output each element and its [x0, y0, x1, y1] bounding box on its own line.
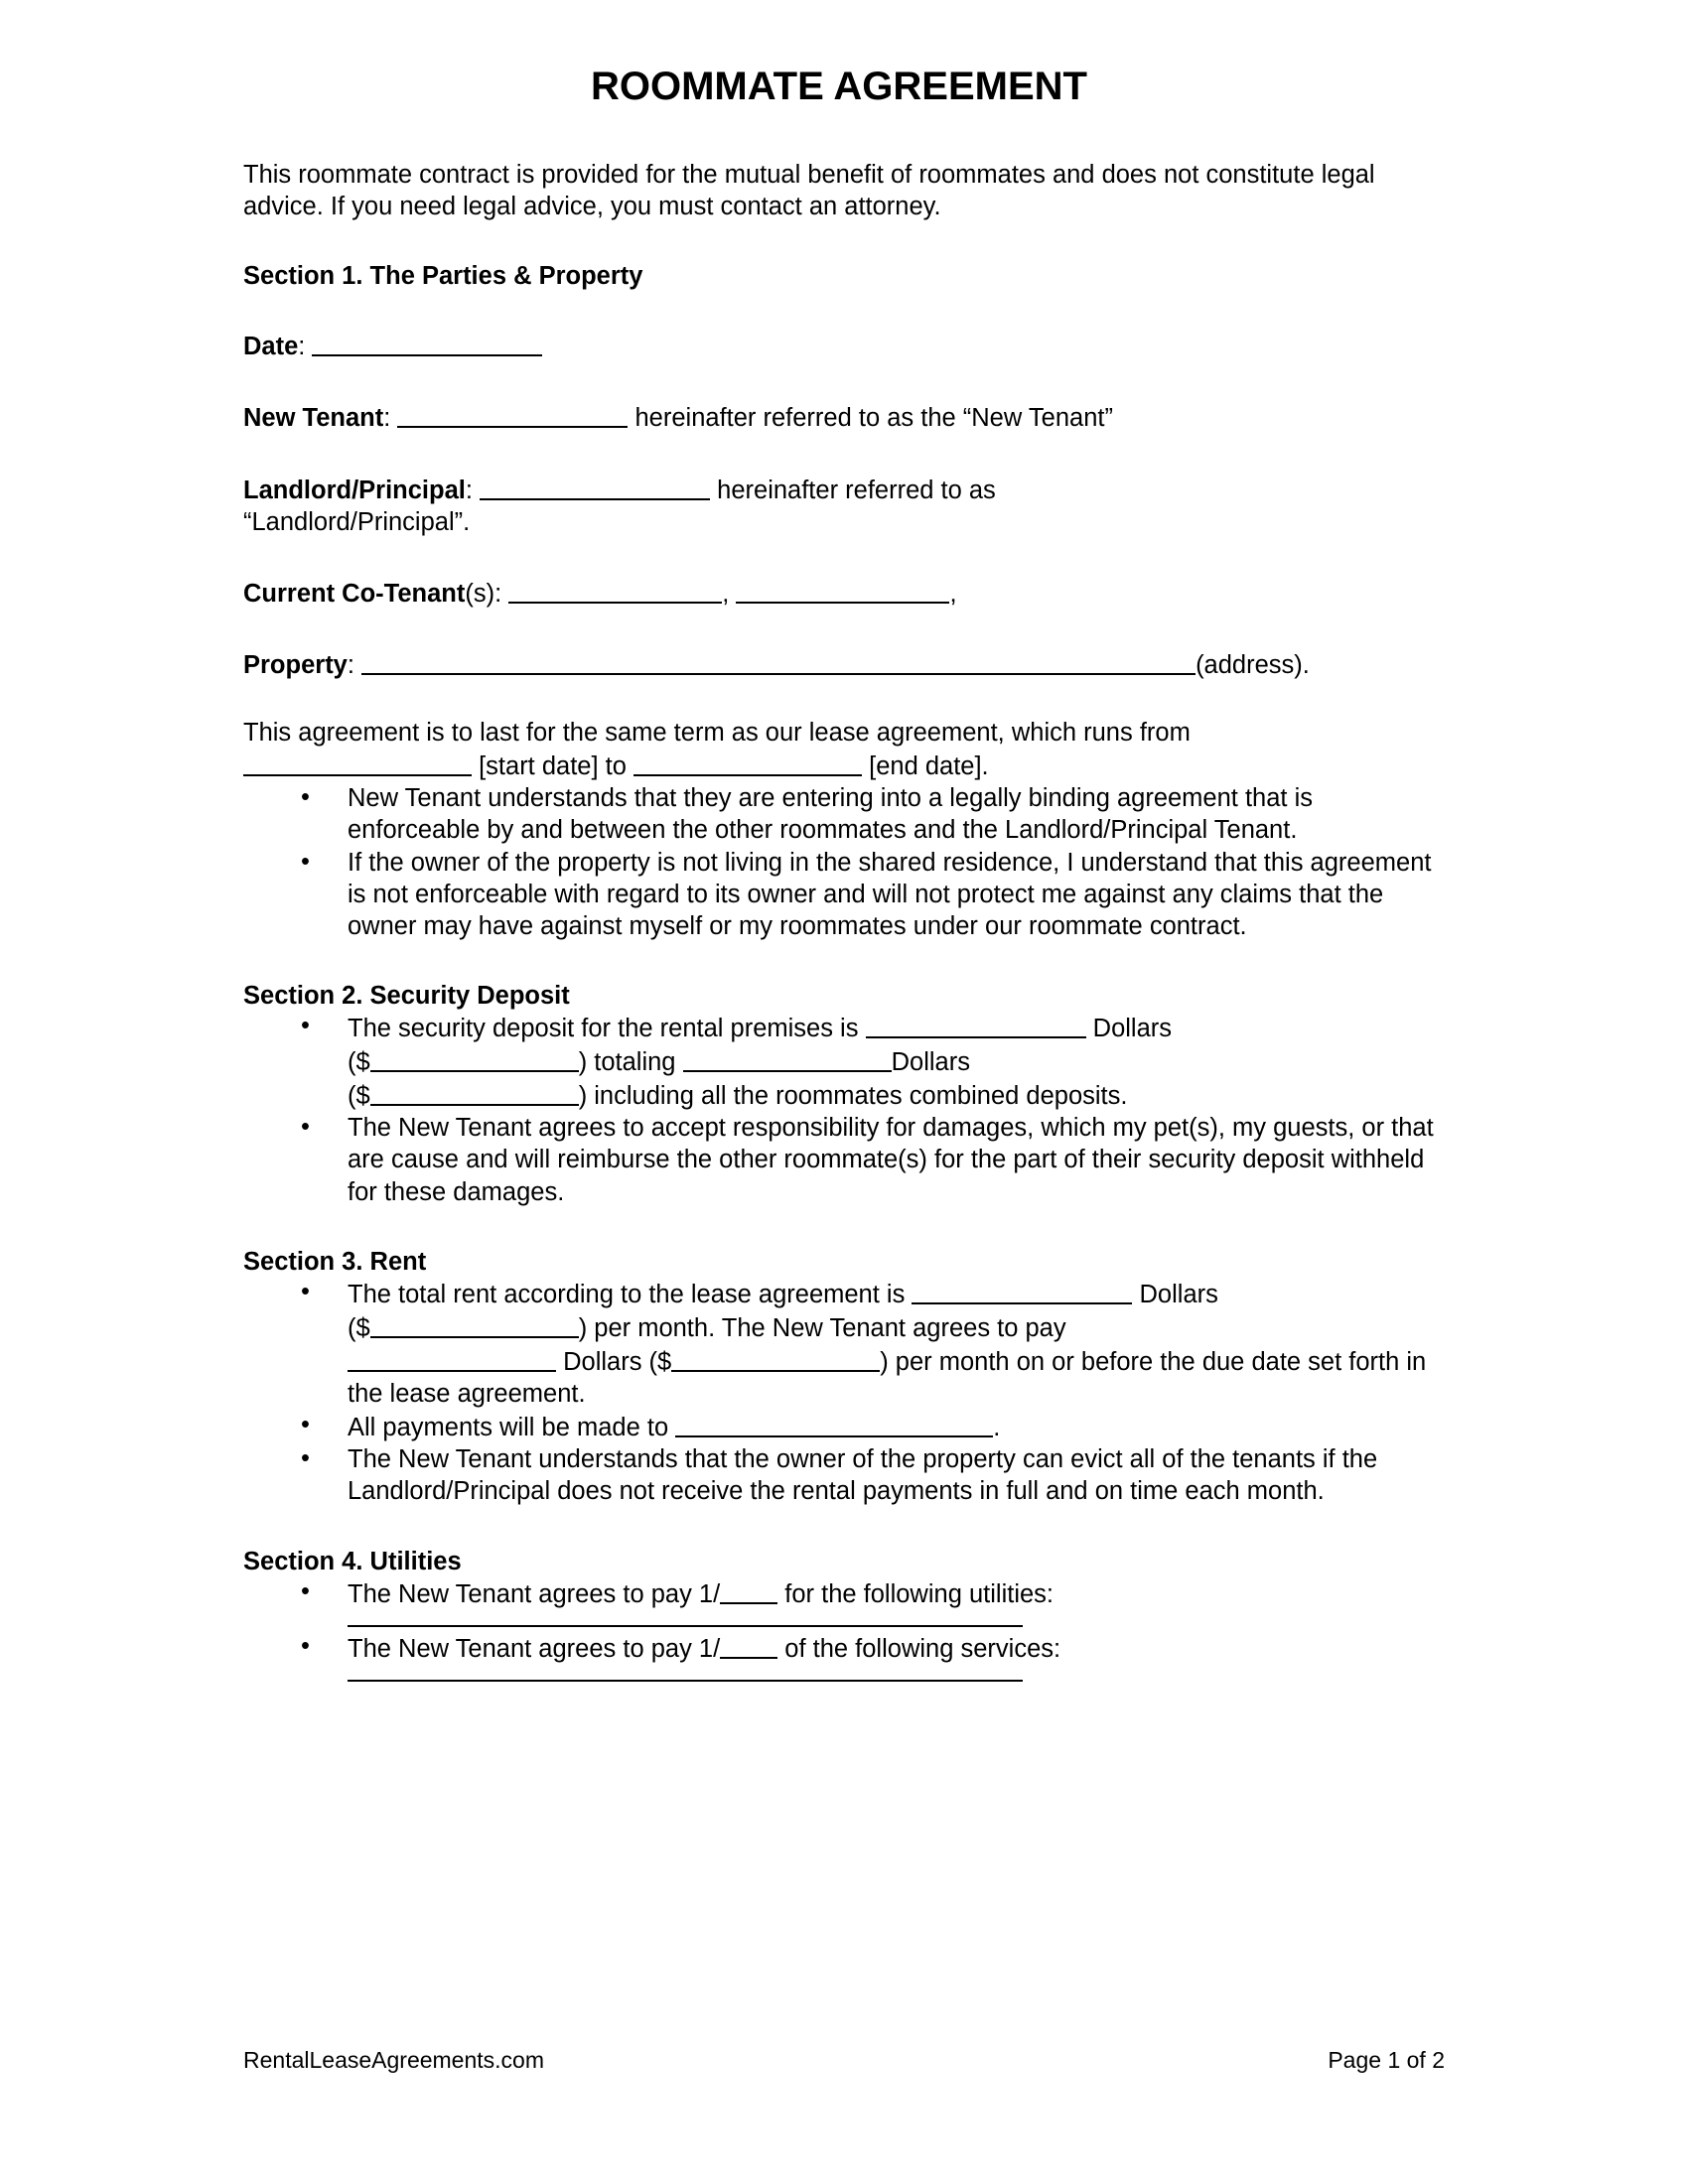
list-item [243, 1410, 1435, 1443]
deposit-text-2: Dollars [1092, 1014, 1173, 1042]
cotenant-field-row [243, 576, 1435, 610]
rent-text-4: ) per month. The New Tenant agrees to pay [578, 1313, 1066, 1342]
footer-site-name: RentalLeaseAgreements.com [243, 2047, 544, 2073]
landlord-field-row [243, 473, 1435, 538]
section-3-heading: Section 3. Rent [243, 1247, 427, 1276]
section-2-bullet-list [243, 1011, 1435, 1208]
date-label: Date [243, 333, 299, 361]
landlord-label: Landlord/Principal [243, 476, 466, 504]
new-tenant-input-blank[interactable] [397, 400, 628, 428]
page-title: ROOMMATE AGREEMENT [591, 65, 1087, 108]
intro-paragraph: This roommate contract is provided for the mutual benefit of roommates and does not constitute legal advice. If you need legal advice, you must contact an attorney. [243, 161, 1375, 221]
deposit-text-6: ($ [348, 1082, 370, 1111]
lease-term-text: This agreement is to last for the same term as our lease agreement, which runs from [243, 719, 1191, 747]
services-list-blank[interactable] [348, 1679, 1023, 1682]
list-item [243, 1011, 1435, 1112]
date-input-blank[interactable] [312, 329, 542, 356]
list-item: • New Tenant understands that they are entering into a legally binding agreement that is enforceable by and between the other roommates and the Landlord/Principal Tenant. [243, 782, 1435, 846]
cotenant-1-input-blank[interactable] [508, 576, 722, 604]
services-text-1: The New Tenant agrees to pay 1/ [348, 1634, 721, 1663]
payments-text-1: All payments will be made to [348, 1414, 669, 1442]
payment-recipient-blank[interactable] [675, 1410, 993, 1437]
rent-text-3: ($ [348, 1313, 370, 1342]
section-4-heading: Section 4. Utilities [243, 1547, 462, 1575]
property-colon: : [347, 650, 354, 679]
services-fraction-blank[interactable] [720, 1631, 777, 1659]
utilities-text-1: The New Tenant agrees to pay 1/ [348, 1579, 721, 1608]
utilities-text-2: for the following utilities: [784, 1579, 1054, 1608]
rent-text-6: ) per month on or before the due date set forth in the lease agreement. [348, 1347, 1427, 1408]
deposit-amount-blank[interactable] [370, 1044, 579, 1072]
property-field-row [243, 647, 1435, 681]
deposit-text-4: ) totaling [578, 1048, 676, 1076]
end-date-tag: [end date]. [869, 752, 989, 781]
landlord-input-blank[interactable] [480, 473, 710, 500]
cotenant-label: Current Co-Tenant [243, 579, 466, 608]
list-item [243, 1631, 1435, 1682]
section-4-bullet-list [243, 1576, 1435, 1682]
date-field-row [243, 329, 1435, 362]
list-item [243, 1277, 1435, 1411]
property-trailing-text: (address). [1196, 650, 1310, 679]
landlord-quoted-term: “Landlord/Principal”. [243, 507, 471, 536]
deposit-text-5: Dollars [891, 1048, 970, 1076]
footer-page-number: Page 1 of 2 [1328, 2047, 1445, 2073]
new-tenant-label: New Tenant [243, 404, 384, 433]
deposit-text-3: ($ [348, 1048, 370, 1076]
deposit-text-7: ) including all the roommates combined deposits. [578, 1082, 1128, 1111]
utilities-list-blank[interactable] [348, 1624, 1023, 1627]
landlord-trailing-text: hereinafter referred to as [717, 476, 996, 504]
rent-text-5: Dollars ($ [563, 1347, 672, 1376]
cotenant-2-input-blank[interactable] [736, 576, 949, 604]
date-colon: : [298, 333, 306, 361]
payments-text-2: . [993, 1414, 1001, 1442]
section-1-heading: Section 1. The Parties & Property [243, 262, 643, 291]
tenant-share-words-blank[interactable] [348, 1344, 556, 1372]
new-tenant-trailing-text: hereinafter referred to as the “New Tenant” [634, 404, 1113, 433]
new-tenant-field-row [243, 400, 1435, 434]
list-item: • The New Tenant understands that the owner of the property can evict all of the tenants if the Landlord/Principal does not receive the rental payments in full and on time each month. [243, 1443, 1435, 1507]
list-item: • The New Tenant agrees to accept responsibility for damages, which my pet(s), my guests, or that are cause and will reimburse the other roommate(s) for the part of their security deposit withheld for these damages. [243, 1112, 1435, 1207]
property-address-input-blank[interactable] [361, 647, 1196, 675]
rent-text-2: Dollars [1139, 1280, 1218, 1308]
total-rent-words-blank[interactable] [912, 1277, 1132, 1304]
landlord-colon: : [465, 476, 473, 504]
deposit-text-1: The security deposit for the rental premises is [348, 1014, 859, 1042]
new-tenant-colon: : [383, 404, 391, 433]
property-label: Property [243, 650, 348, 679]
lease-term-paragraph [243, 717, 1435, 782]
deposit-words-blank[interactable] [866, 1011, 1086, 1038]
list-item: • If the owner of the property is not living in the shared residence, I understand that this agreement is not enforceable with regard to its owner and will not protect me against any claims that the owner may have against myself or my roommates under our roommate contract. [243, 847, 1435, 942]
utilities-fraction-blank[interactable] [720, 1576, 777, 1604]
rent-text-1: The total rent according to the lease agreement is [348, 1280, 906, 1308]
lease-start-date-blank[interactable] [243, 749, 472, 776]
section-3-bullet-list [243, 1277, 1435, 1508]
page-footer [243, 2047, 1445, 2074]
cotenant-label-suffix: (s): [465, 579, 502, 608]
cotenant-sep-1: , [722, 579, 730, 608]
cotenant-sep-2: , [949, 579, 957, 608]
deposit-total-amount-blank[interactable] [370, 1078, 579, 1106]
lease-end-date-blank[interactable] [633, 749, 862, 776]
deposit-total-words-blank[interactable] [683, 1044, 892, 1072]
start-date-tag: [start date] to [479, 752, 627, 781]
section-2-heading: Section 2. Security Deposit [243, 981, 570, 1010]
tenant-share-amount-blank[interactable] [671, 1344, 880, 1372]
list-item [243, 1576, 1435, 1627]
section-1-bullet-list [243, 782, 1435, 942]
document-body [243, 60, 1435, 1686]
total-rent-amount-blank[interactable] [370, 1310, 579, 1338]
services-text-2: of the following services: [784, 1634, 1061, 1663]
